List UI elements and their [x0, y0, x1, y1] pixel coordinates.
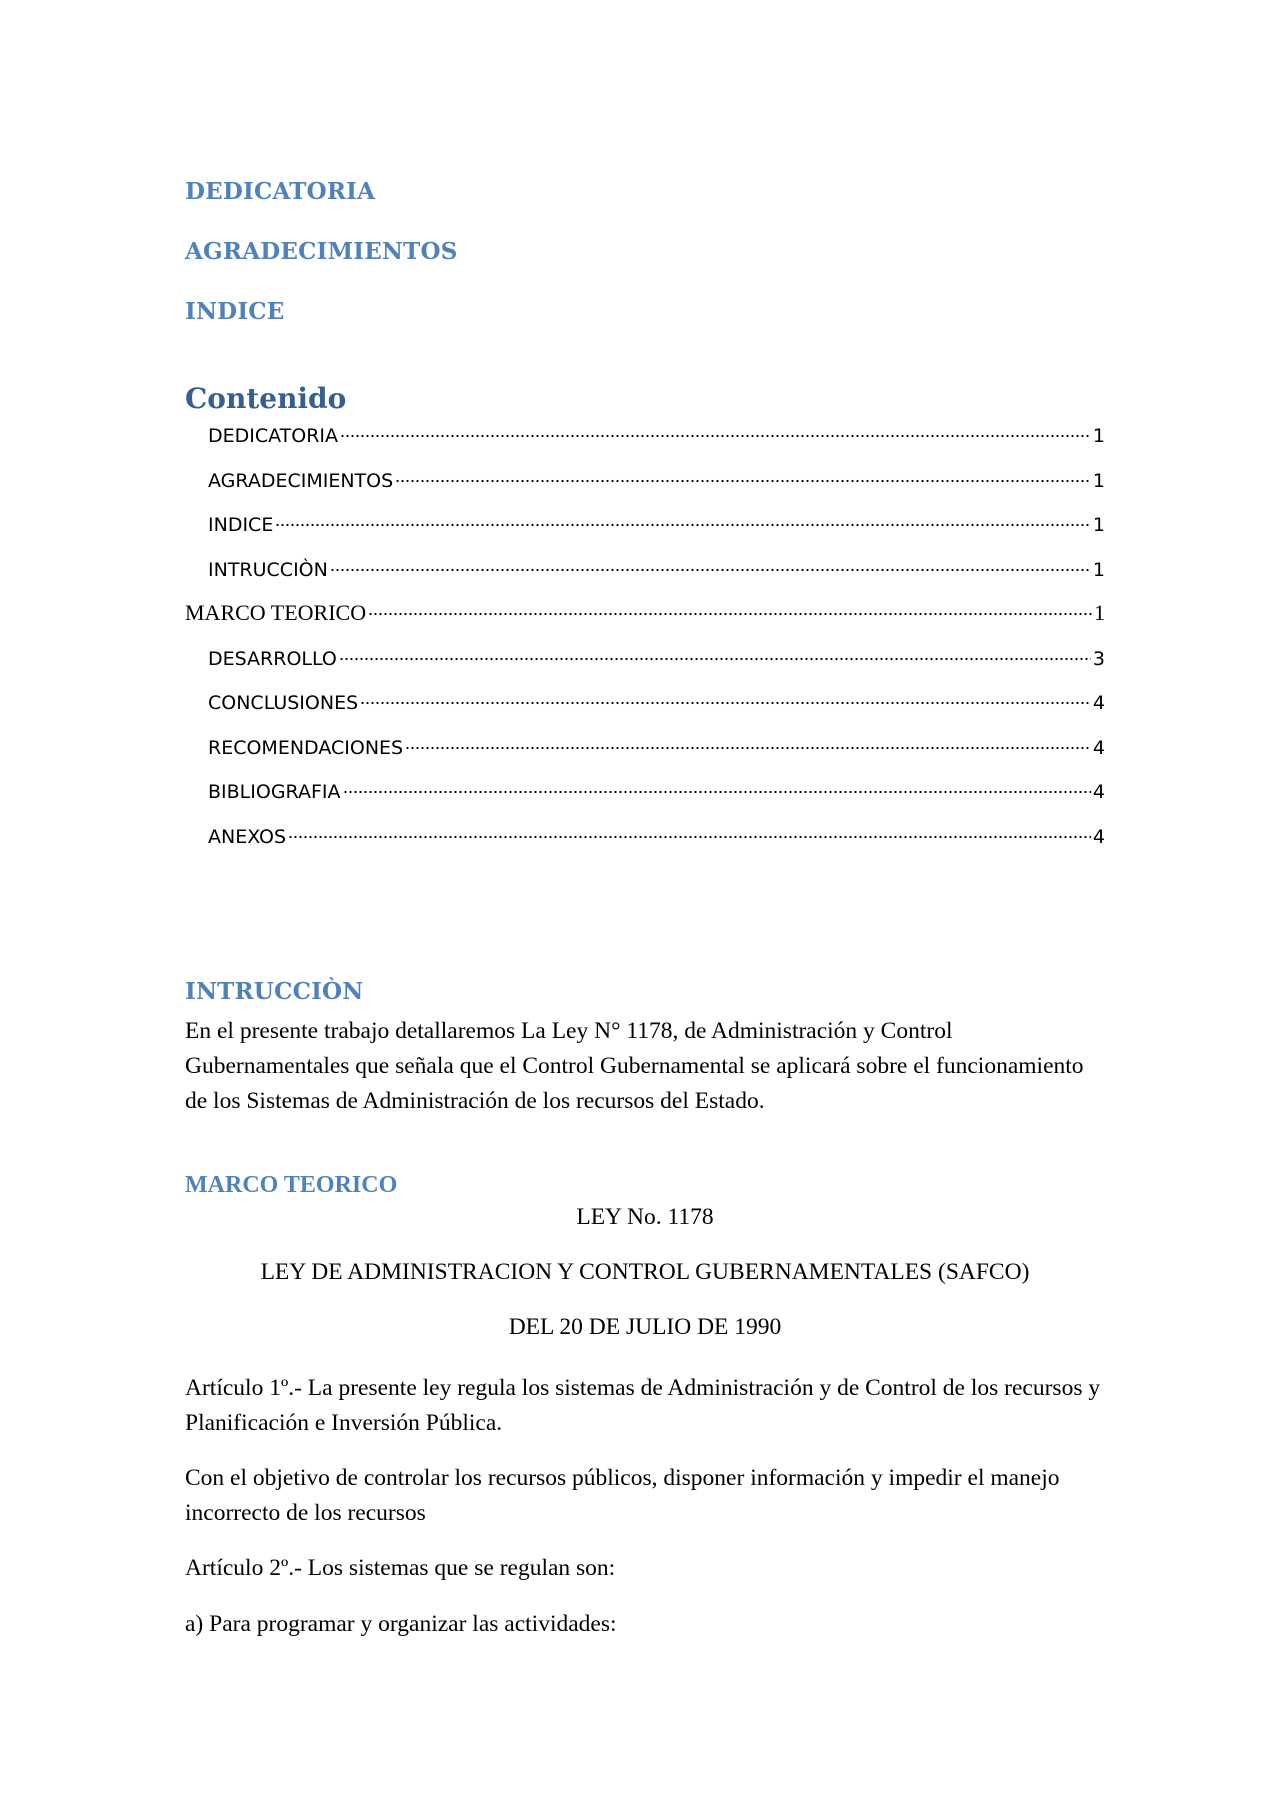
- toc-entry-page: 3: [1092, 647, 1105, 670]
- toc-entry-page: 4: [1092, 825, 1105, 848]
- toc-leader-dots: [340, 422, 1091, 442]
- toc-entry-label: MARCO TEORICO: [185, 600, 367, 625]
- toc-leader-dots: [405, 734, 1091, 754]
- toc-entry-label: DEDICATORIA: [208, 425, 339, 447]
- toc-entry-marco-teorico[interactable]: [185, 600, 1105, 645]
- toc-leader-dots: [339, 645, 1091, 665]
- toc-entry-conclusiones[interactable]: [185, 689, 1105, 734]
- toc-entry-dedicatoria[interactable]: [185, 422, 1105, 467]
- toc-entry-bibliografia[interactable]: [185, 778, 1105, 823]
- toc-entry-page: 4: [1092, 692, 1105, 714]
- table-of-contents: [185, 422, 1105, 867]
- toc-leader-dots: [288, 823, 1091, 843]
- toc-entry-label: DESARROLLO: [208, 647, 337, 670]
- article-1-paragraph: Artículo 1º.- La presente ley regula los sistemas de Administración y de Control de los recursos y Planificación e Inversión Pública.: [185, 1375, 1101, 1436]
- law-number: LEY No. 1178: [576, 1204, 714, 1230]
- toc-entry-label: INTRUCCIÒN: [208, 558, 328, 581]
- toc-entry-page: 4: [1092, 781, 1105, 803]
- toc-leader-dots: [275, 511, 1091, 531]
- toc-leader-dots: [330, 556, 1091, 576]
- toc-entry-label: BIBLIOGRAFIA: [208, 781, 341, 803]
- heading-agradecimientos: AGRADECIMIENTOS: [185, 238, 458, 265]
- toc-entry-indice[interactable]: [185, 511, 1105, 556]
- toc-entry-page: 1: [1092, 425, 1105, 447]
- intro-paragraph: En el presente trabajo detallaremos La Ley N° 1178, de Administración y Control Gubernamentales que señala que el Control Gubernamental se aplicará sobre el funcionamiento de los Sistemas de Administración de los recursos del Estado.: [185, 1018, 1084, 1114]
- objective-paragraph: Con el objetivo de controlar los recursos públicos, disponer información y impedir el manejo incorrecto de los recursos: [185, 1465, 1060, 1526]
- toc-entry-page: 1: [1092, 469, 1105, 492]
- toc-entry-label: AGRADECIMIENTOS: [208, 469, 394, 492]
- toc-leader-dots: [368, 600, 1092, 620]
- toc-entry-label: ANEXOS: [208, 825, 287, 848]
- toc-entry-page: 1: [1092, 558, 1105, 581]
- toc-leader-dots: [395, 467, 1091, 487]
- heading-dedicatoria: DEDICATORIA: [185, 178, 376, 205]
- toc-leader-dots: [360, 689, 1091, 709]
- heading-intruccion: INTRUCCIÒN: [185, 978, 364, 1005]
- toc-entry-anexos[interactable]: [185, 823, 1105, 868]
- toc-entry-page: 1: [1094, 600, 1105, 625]
- heading-indice: INDICE: [185, 298, 285, 325]
- toc-entry-label: CONCLUSIONES: [208, 692, 359, 714]
- toc-entry-label: INDICE: [208, 514, 274, 536]
- toc-leader-dots: [343, 778, 1091, 798]
- toc-entry-recomendaciones[interactable]: [185, 734, 1105, 779]
- toc-entry-intruccion[interactable]: [185, 556, 1105, 601]
- toc-entry-page: 1: [1092, 514, 1105, 536]
- toc-entry-page: 4: [1092, 736, 1105, 759]
- toc-title: Contenido: [185, 382, 347, 415]
- toc-entry-agradecimientos[interactable]: [185, 467, 1105, 512]
- article-2-paragraph: Artículo 2º.- Los sistemas que se regulan son:: [185, 1555, 616, 1581]
- law-title: LEY DE ADMINISTRACION Y CONTROL GUBERNAMENTALES (SAFCO): [260, 1259, 1030, 1285]
- toc-entry-desarrollo[interactable]: [185, 645, 1105, 690]
- heading-marco-teorico: MARCO TEORICO: [185, 1172, 398, 1198]
- law-date: DEL 20 DE JULIO DE 1990: [508, 1314, 782, 1340]
- item-a-paragraph: a) Para programar y organizar las actividades:: [185, 1611, 617, 1637]
- toc-entry-label: RECOMENDACIONES: [208, 736, 404, 759]
